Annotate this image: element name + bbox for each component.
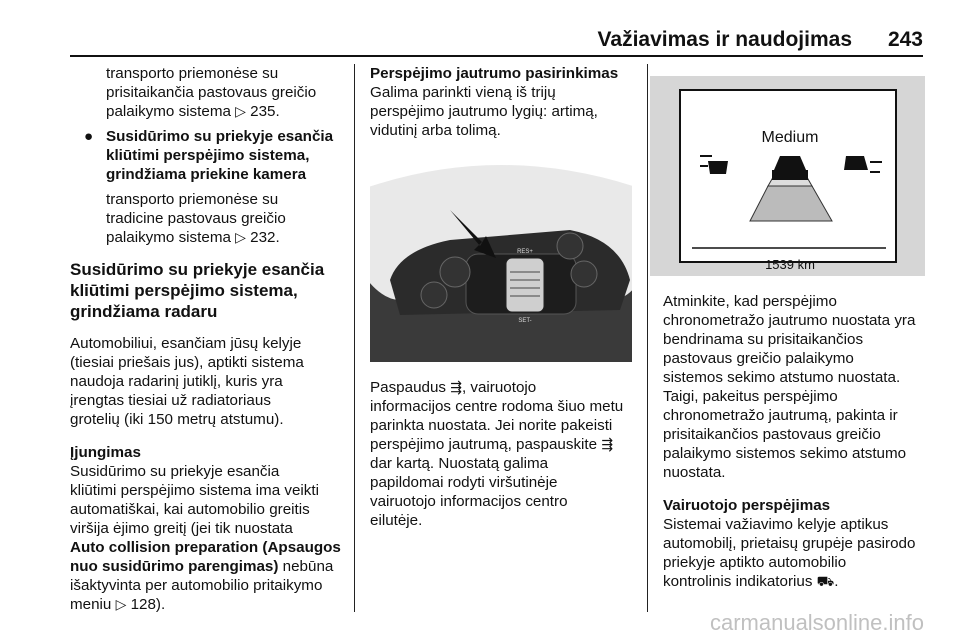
text-line: bendrinama su prisitaikančios [663,331,864,348]
text-line [70,595,350,614]
text-line: grindžiama priekine kamera [106,166,307,183]
setting-name: Auto collision preparation (Apsaugos [70,539,341,556]
bullet-subtext [70,190,350,247]
alert-sensitivity-icon: ⇶ [601,436,614,452]
sensitivity-label: Medium [761,129,819,146]
text-line: eilutėje. [370,512,423,529]
column-2 [370,64,642,140]
text-line: parinkta nuostata. Jei norite pakeisti [370,417,613,434]
text-span: nebūna [278,558,334,575]
set-label: SET- [518,318,532,324]
text-line: vidutinį arba tolimą. [370,122,501,139]
subsection-heading: Vairuotojo perspėjimas [663,497,831,514]
page-header [0,0,960,60]
text-line: automobilį, prietaisų grupėje pasirodo [663,535,916,552]
text-span: , vairuotojo [461,379,537,396]
text-line: kliūtimi perspėjimo sistema, [106,147,310,164]
driver-info-display-illustration [650,76,925,276]
text-span: Paspaudus [370,379,451,396]
subsection-heading: Įjungimas [70,444,141,461]
bullet-icon: ● [84,128,94,145]
text-line: prisitaikančia pastovaus greičio [106,84,317,101]
heading-line: grindžiama radaru [70,302,218,321]
text-line: Susidūrimo su priekyje esančia [70,463,280,480]
column-2-lower [370,378,642,530]
page-reference-icon: ▷ [235,103,246,119]
page-number: 243 [887,28,923,51]
page-ref[interactable]: 128). [126,596,166,613]
text-line [106,228,350,247]
text-span: meniu [70,596,116,613]
text-span: kontrolinis indikatorius [663,573,817,590]
text-line: dar kartą. Nuostatą galima [370,455,549,472]
text-line: automatiškai, kai automobilio greitis [70,501,310,518]
text-line [370,378,642,397]
column-divider-1 [354,64,355,612]
column-divider-2 [647,64,648,612]
alert-sensitivity-icon: ⇶ [450,379,462,395]
steering-wheel-drawing [370,150,632,362]
text-span: perspėjimo jautrumą, paspauskite [370,436,602,453]
res-label: RES+ [517,249,533,255]
text-line: kliūtimi perspėjimo sistema ima veikti [70,482,319,499]
heading-line: Susidūrimo su priekyje esančia [70,260,325,279]
text-line: tradicine pastovaus greičio [106,210,286,227]
text-line: išaktyvinta per automobilio pritaikymo [70,577,323,594]
text-line: Automobiliui, esančiam jūsų kelyje [70,335,302,352]
text-line [370,435,642,454]
vehicle-ahead-indicator-icon: ⛟ [816,573,835,589]
page-ref[interactable]: 232. [245,229,280,246]
text-line: priekyje aptikto automobilio [663,554,847,571]
text-line: Galima parinkti vieną iš trijų [370,84,556,101]
text-line: įrengtas tiesiai už radiatoriaus [70,392,271,409]
text-line: perspėjimo jautrumo lygių: artimą, [370,103,598,120]
text-line: viršija ėjimo greitį (jei tik nuostata [70,520,293,537]
heading-line: kliūtimi perspėjimo sistema, [70,281,298,300]
text-line: naudoja radarinį jutiklį, kuris yra [70,373,283,390]
text-line [70,557,350,576]
bullet-item [70,127,350,184]
text-line: vairuotojo informacijos centro [370,493,568,510]
text-line: Sistemai važiavimo kelyje aptikus [663,516,889,533]
steering-wheel-illustration [370,150,632,362]
page-ref[interactable]: 235. [245,103,280,120]
text-line: prisitaikančios pastovaus greičio [663,426,881,443]
text-line: transporto priemonėse su [106,65,279,82]
text-span: palaikymo sistema [106,229,236,246]
column-3 [663,292,931,591]
text-line: grotelių (iki 150 metrų atstumu). [70,411,284,428]
text-line: papildomai rodyti viršutinėje [370,474,558,491]
text-span: . [834,573,839,590]
text-line [663,572,931,591]
text-line: (tiesiai priešais jus), aptikti sistema [70,354,304,371]
odometer-readout: 1539 km [765,257,815,272]
column-1 [70,64,350,614]
text-line: Taigi, pakeitus perspėjimo [663,388,838,405]
text-line: chronometražo jautrumą, pakinta ir [663,407,898,424]
section-heading [70,259,350,322]
text-line [106,102,350,121]
header-title: Važiavimas ir naudojimas [597,28,852,51]
text-line: pastovaus greičio palaikymo [663,350,854,367]
display-drawing [650,76,925,276]
text-line: informacijos centre rodoma šiuo metu [370,398,624,415]
text-line [70,538,350,557]
text-line: transporto priemonėse su [106,191,279,208]
text-line: Atminkite, kad perspėjimo [663,293,837,310]
header-rule [70,55,923,57]
text-line: chronometražo jautrumo nuostata yra [663,312,916,329]
continued-text [70,64,350,121]
text-line: palaikymo sistemos sekimo atstumo [663,445,907,462]
paragraph [70,334,350,429]
section-heading: Perspėjimo jautrumo pasirinkimas [370,65,619,82]
text-line: nuostata. [663,464,726,481]
watermark: carmanualsonline.info [709,610,924,635]
text-line: sistemos sekimo atstumo nuostata. [663,369,901,386]
page-reference-icon: ▷ [115,596,127,612]
page-reference-icon: ▷ [235,229,246,245]
text-line: Susidūrimo su priekyje esančia [106,128,334,145]
text-span: palaikymo sistema [106,103,236,120]
setting-name: nuo susidūrimo parengimas) [70,558,279,575]
paragraph [70,462,350,614]
